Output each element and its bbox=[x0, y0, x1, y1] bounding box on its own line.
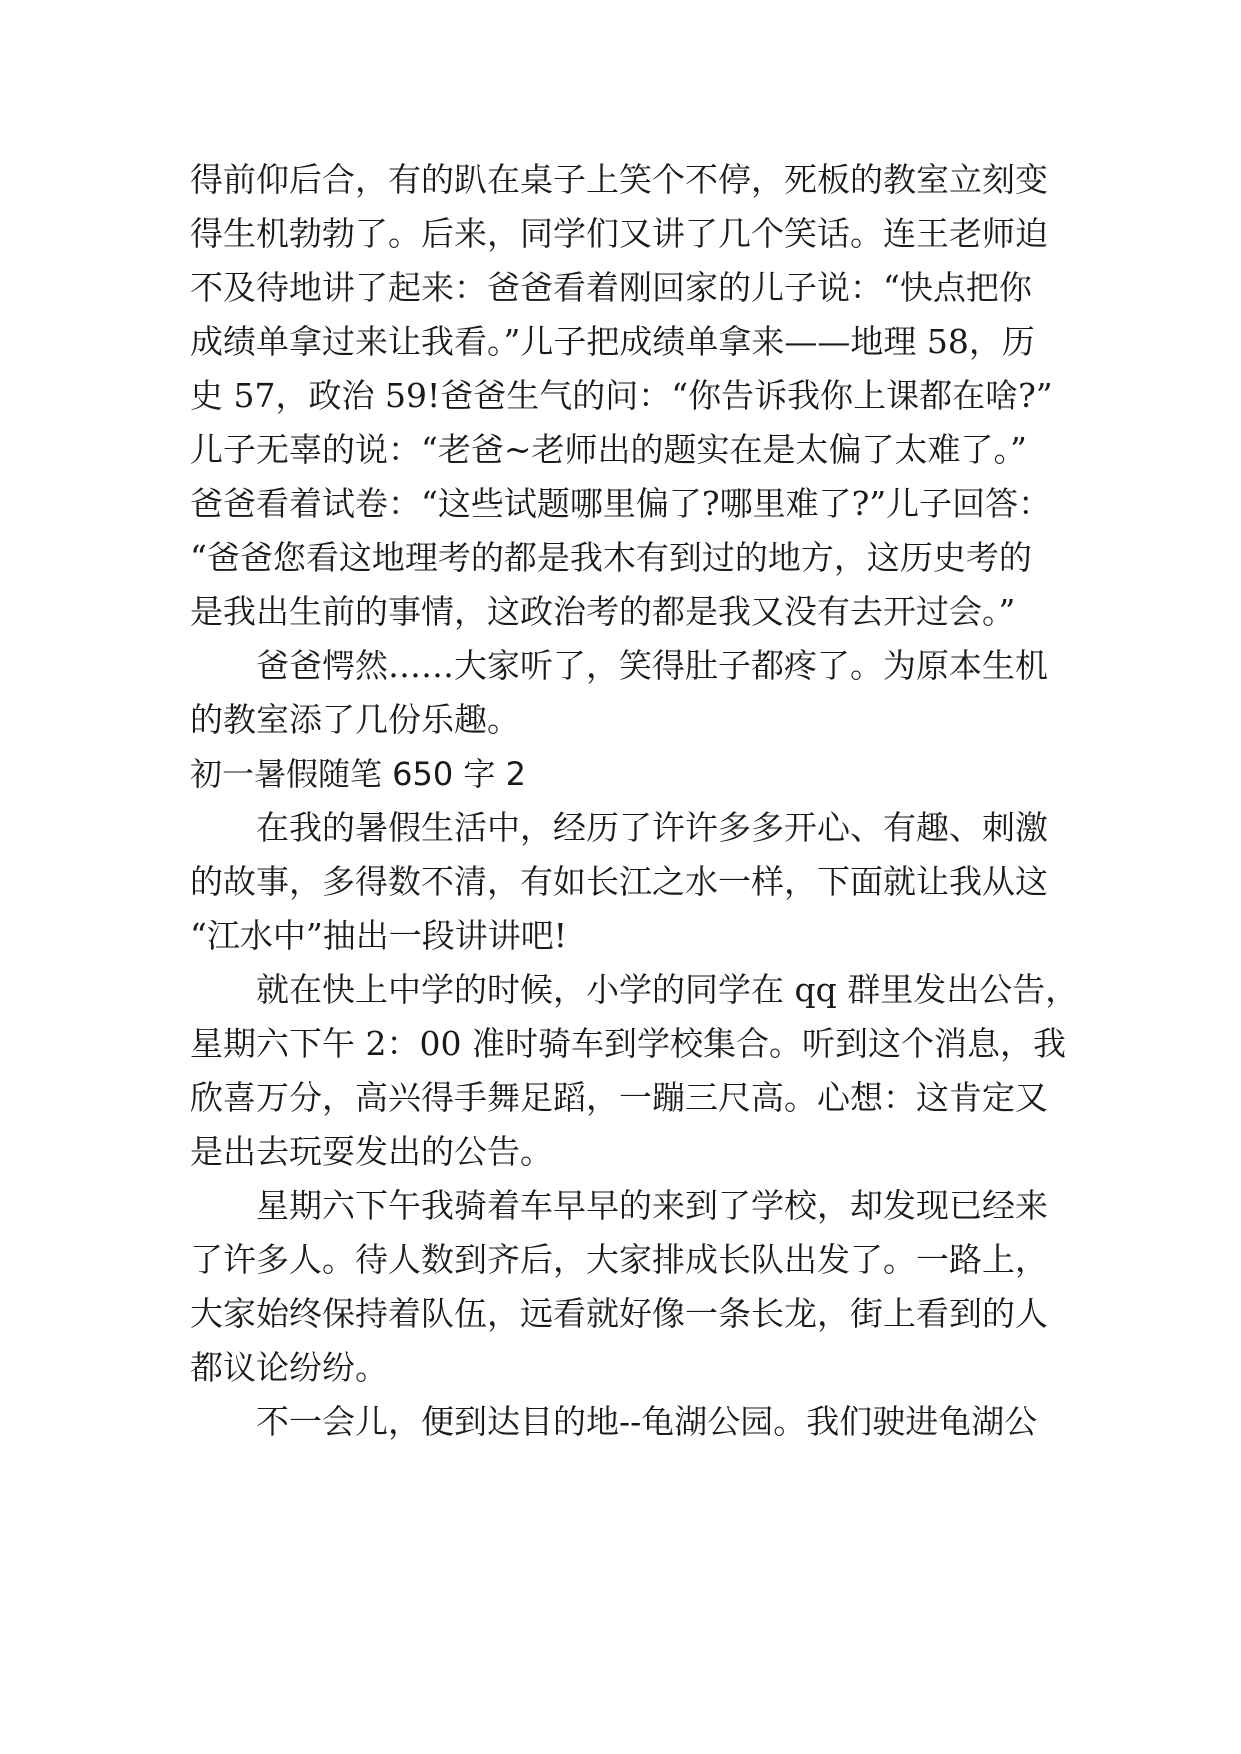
section-heading: 初一暑假随笔 650 字 2 bbox=[190, 755, 526, 793]
paragraph-first-line: 不一会儿，便到达目的地--龟湖公园。我们驶进龟湖公 bbox=[256, 1402, 1038, 1441]
paragraph-first-line: 星期六下午我骑着车早早的来到了学校，却发现已经来 bbox=[256, 1186, 1048, 1225]
text-line: 得前仰后合，有的趴在桌子上笑个不停，死板的教室立刻变 bbox=[190, 160, 1048, 199]
text-line: 得生机勃勃了。后来，同学们又讲了几个笑话。连王老师迫 bbox=[190, 214, 1048, 253]
text-line: “江水中”抽出一段讲讲吧! bbox=[190, 916, 568, 955]
text-line: 都议论纷纷。 bbox=[190, 1348, 388, 1387]
text-line: 儿子无辜的说：“老爸~老师出的题实在是太偏了太难了。” bbox=[190, 430, 1027, 469]
text-line: 成绩单拿过来让我看。”儿子把成绩单拿来——地理 58，历 bbox=[190, 322, 1035, 361]
text-line: 欣喜万分，高兴得手舞足蹈，一蹦三尺高。心想：这肯定又 bbox=[190, 1078, 1048, 1117]
text-line: 星期六下午 2：00 准时骑车到学校集合。听到这个消息，我 bbox=[190, 1024, 1066, 1063]
paragraph-first-line: 就在快上中学的时候，小学的同学在 qq 群里发出公告， bbox=[256, 970, 1079, 1009]
paragraph-first-line: 在我的暑假生活中，经历了许许多多开心、有趣、刺激 bbox=[256, 808, 1048, 847]
paragraph-first-line: 爸爸愕然……大家听了，笑得肚子都疼了。为原本生机 bbox=[256, 646, 1048, 685]
text-line: 的教室添了几份乐趣。 bbox=[190, 700, 520, 739]
text-line: 大家始终保持着队伍，远看就好像一条长龙，街上看到的人 bbox=[190, 1294, 1048, 1333]
text-line: 是我出生前的事情，这政治考的都是我又没有去开过会。” bbox=[190, 592, 1016, 631]
text-line: “爸爸您看这地理考的都是我木有到过的地方，这历史考的 bbox=[190, 538, 1032, 577]
text-line: 的故事，多得数不清，有如长江之水一样，下面就让我从这 bbox=[190, 862, 1048, 901]
text-line: 了许多人。待人数到齐后，大家排成长队出发了。一路上， bbox=[190, 1240, 1048, 1279]
text-line: 不及待地讲了起来：爸爸看着刚回家的儿子说：“快点把你 bbox=[190, 268, 1032, 307]
text-line: 史 57，政治 59!爸爸生气的问：“你告诉我你上课都在啥?” bbox=[190, 376, 1053, 415]
text-line: 是出去玩耍发出的公告。 bbox=[190, 1132, 553, 1171]
text-line: 爸爸看着试卷：“这些试题哪里偏了?哪里难了?”儿子回答： bbox=[190, 484, 1052, 523]
